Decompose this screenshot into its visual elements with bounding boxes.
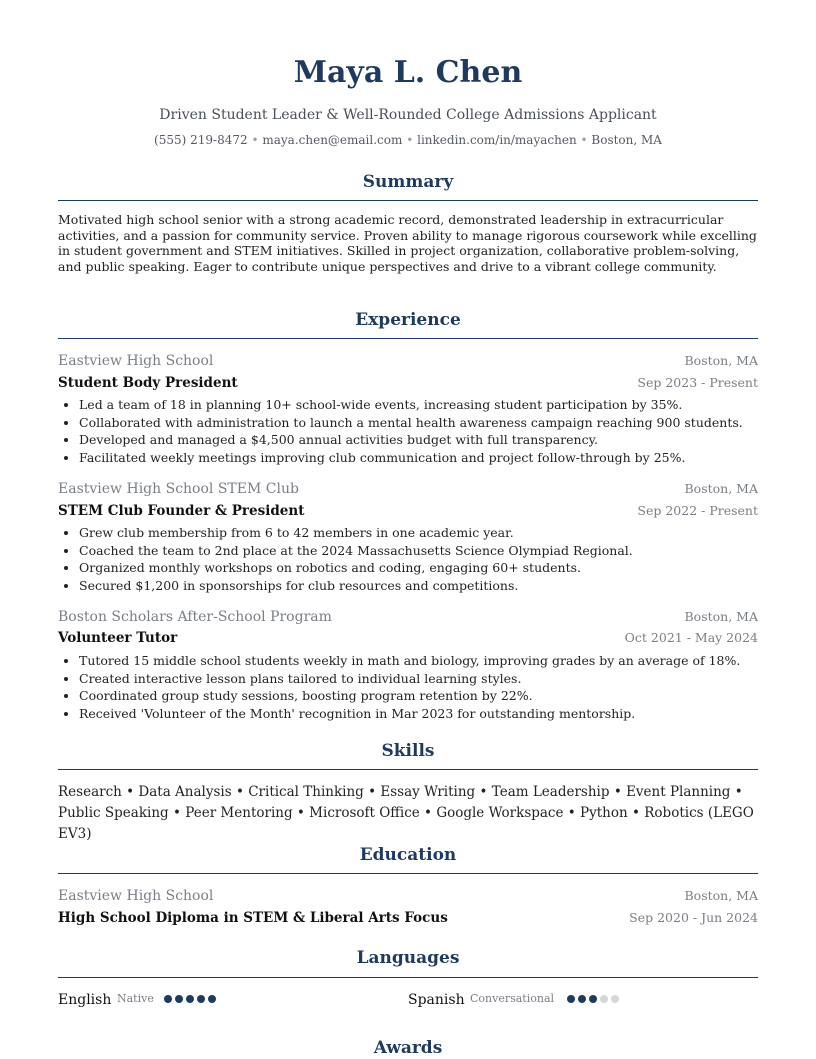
- contact-separator: •: [406, 133, 414, 147]
- section-divider: [58, 769, 758, 770]
- rating-dot-filled: [164, 995, 172, 1003]
- skill-item: Event Planning: [626, 784, 731, 800]
- list-item: • Tutored 15 middle school students weekly in math and biology, improving grades by an average of 18%.: [79, 652, 779, 670]
- rating-dot-empty: [600, 995, 608, 1003]
- skill-item: Research: [58, 784, 122, 800]
- rating-dot-filled: [175, 995, 183, 1003]
- list-item: • Coached the team to 2nd place at the 2024 Massachusetts Science Olympiad Regional.: [79, 542, 779, 560]
- list-item: • Coordinated group study sessions, boosting program retention by 22%.: [79, 687, 779, 705]
- list-item: • Developed and managed a $4,500 annual activities budget with full transparency.: [79, 431, 779, 449]
- education-degree: High School Diploma in STEM & Liberal Arts Focus: [58, 910, 448, 926]
- contact-line: [0, 131, 816, 149]
- skill-item: Data Analysis: [138, 784, 232, 800]
- phone-number: (555) 219-8472: [154, 133, 248, 147]
- language-level: Native: [117, 992, 154, 1005]
- section-title-languages: Languages: [356, 948, 460, 968]
- section-title-education: Education: [359, 845, 457, 865]
- experience-role: Volunteer Tutor: [58, 630, 178, 646]
- skill-separator: •: [235, 784, 244, 800]
- skill-item: Essay Writing: [380, 784, 476, 800]
- section-divider: [58, 873, 758, 874]
- section-title-summary: Summary: [362, 172, 454, 192]
- experience-organization: Boston Scholars After-School Program: [58, 609, 332, 625]
- education-location: Boston, MA: [684, 888, 758, 903]
- skill-separator: •: [613, 784, 622, 800]
- rating-dot-empty: [611, 995, 619, 1003]
- rating-dot-filled: [578, 995, 586, 1003]
- list-item: • Created interactive lesson plans tailored to individual learning styles.: [79, 670, 779, 688]
- rating-dot-filled: [186, 995, 194, 1003]
- list-item: • Organized monthly workshops on robotics and coding, engaging 60+ students.: [79, 559, 779, 577]
- contact-separator: •: [251, 133, 259, 147]
- experience-location: Boston, MA: [684, 609, 758, 624]
- skill-item: Critical Thinking: [248, 784, 364, 800]
- skill-item: Team Leadership: [491, 784, 610, 800]
- skill-separator: •: [632, 805, 640, 821]
- skill-separator: •: [296, 805, 305, 821]
- experience-organization: Eastview High School: [58, 353, 214, 369]
- list-item: • Facilitated weekly meetings improving club communication and project follow-through by 25%.: [79, 449, 779, 467]
- language-rating: [164, 990, 216, 1008]
- skill-item: Microsoft Office: [309, 805, 420, 821]
- skill-separator: •: [368, 784, 377, 800]
- linkedin-url: linkedin.com/in/mayachen: [417, 133, 577, 147]
- contact-separator: •: [580, 133, 588, 147]
- skill-separator: •: [567, 805, 576, 821]
- list-item: • Received 'Volunteer of the Month' recognition in Mar 2023 for outstanding mentorship.: [79, 705, 779, 723]
- list-item: • Grew club membership from 6 to 42 members in one academic year.: [79, 524, 779, 542]
- experience-bullets: [58, 524, 779, 595]
- experience-organization: Eastview High School STEM Club: [58, 481, 299, 497]
- skill-separator: •: [734, 784, 743, 800]
- rating-dot-filled: [567, 995, 575, 1003]
- section-divider: [58, 338, 758, 339]
- rating-dot-filled: [589, 995, 597, 1003]
- experience-dates: Sep 2022 - Present: [637, 503, 758, 518]
- experience-role: STEM Club Founder & President: [58, 503, 305, 519]
- skill-separator: •: [479, 784, 488, 800]
- list-item: • Collaborated with administration to launch a mental health awareness campaign reaching 900 students.: [79, 414, 779, 432]
- section-divider: [58, 977, 758, 978]
- language-rating: [567, 990, 619, 1008]
- language-name: English: [58, 992, 112, 1008]
- section-title-awards: Awards: [373, 1038, 443, 1058]
- list-item: • Secured $1,200 in sponsorships for club resources and competitions.: [79, 577, 779, 595]
- skill-item: Robotics (LEGO EV3): [58, 805, 754, 842]
- contact-location: Boston, MA: [591, 133, 662, 147]
- skill-item: Public Speaking: [58, 805, 169, 821]
- skill-item: Peer Mentoring: [185, 805, 293, 821]
- experience-location: Boston, MA: [684, 353, 758, 368]
- candidate-tagline: Driven Student Leader & Well-Rounded College Admissions Applicant: [159, 107, 657, 123]
- education-dates: Sep 2020 - Jun 2024: [629, 910, 758, 925]
- experience-dates: Oct 2021 - May 2024: [624, 630, 758, 645]
- rating-dot-filled: [208, 995, 216, 1003]
- skills-list: [58, 782, 758, 845]
- list-item: • Led a team of 18 in planning 10+ school-wide events, increasing student participation by 35%.: [79, 396, 779, 414]
- experience-dates: Sep 2023 - Present: [637, 375, 758, 390]
- skill-separator: •: [424, 805, 433, 821]
- section-title-experience: Experience: [355, 310, 461, 330]
- skill-separator: •: [126, 784, 135, 800]
- section-title-skills: Skills: [381, 741, 435, 761]
- skill-item: Google Workspace: [436, 805, 564, 821]
- language-level: Conversational: [470, 992, 555, 1005]
- summary-text: Motivated high school senior with a strong academic record, demonstrated leadership in extracurricular activities, and a passion for community service. Proven ability to manage rigorous coursework while excelling in student government and STEM initiatives. Skilled in project organization, collaborative problem-solving, and public speaking. Eager to contribute unique perspectives and drive to a vibrant college community.: [58, 212, 757, 274]
- rating-dot-filled: [197, 995, 205, 1003]
- section-divider: [58, 200, 758, 201]
- language-name: Spanish: [408, 992, 465, 1008]
- education-school: Eastview High School: [58, 888, 214, 904]
- candidate-name: Maya L. Chen: [293, 55, 523, 90]
- experience-bullets: [58, 652, 779, 723]
- email-address: maya.chen@email.com: [262, 133, 403, 147]
- skill-item: Python: [580, 805, 628, 821]
- experience-role: Student Body President: [58, 375, 238, 391]
- experience-location: Boston, MA: [684, 481, 758, 496]
- skill-separator: •: [172, 805, 181, 821]
- experience-bullets: [58, 396, 779, 467]
